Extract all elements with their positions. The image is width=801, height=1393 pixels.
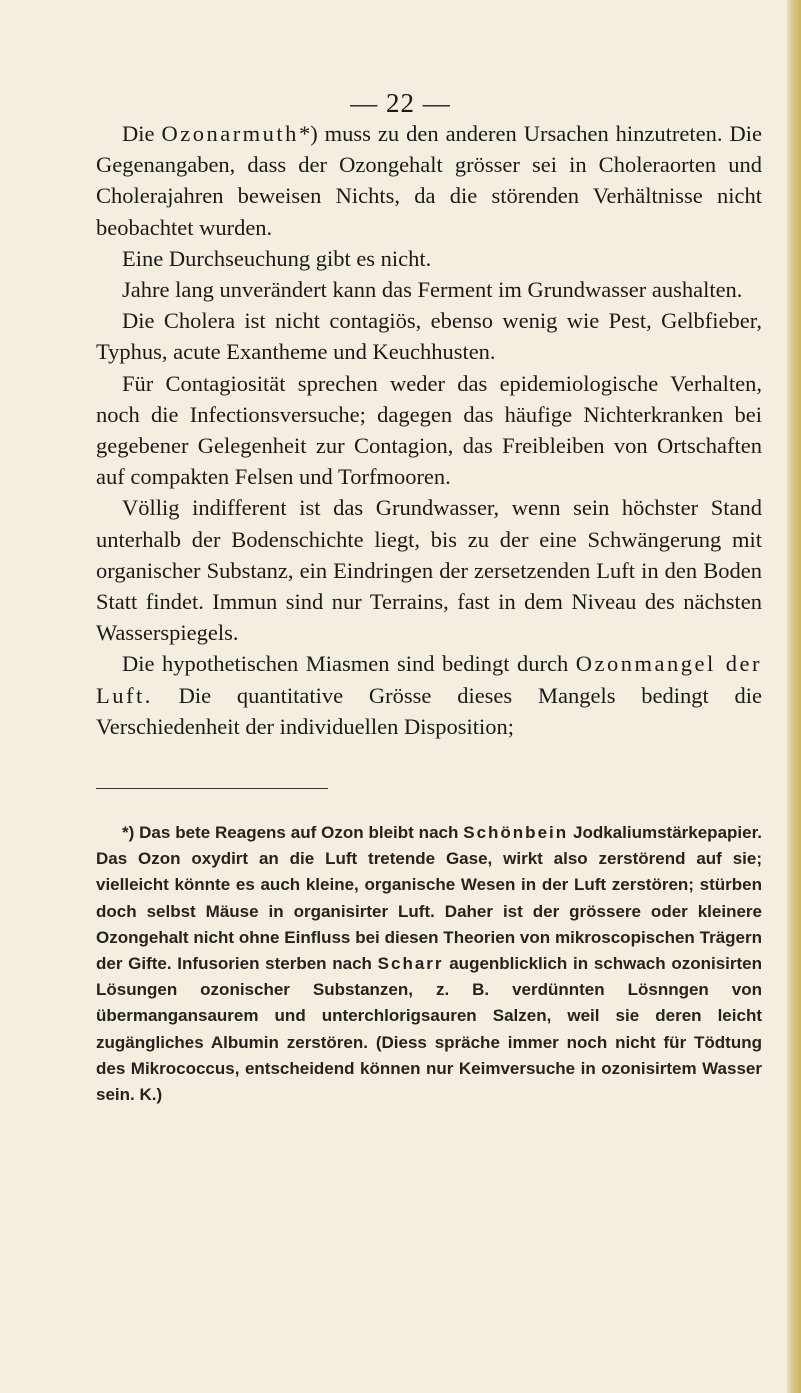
paragraph-text: Die quantitative Grösse dieses Mangels bedingt die Verschiedenheit der individuellen Disposition; [96, 682, 762, 739]
main-text [96, 118, 762, 742]
page-number: — 22 — [350, 88, 451, 118]
paragraph: Völlig indifferent ist das Grundwasser, wenn sein höchster Stand unterhalb der Bodenschichte liegt, bis zu der eine Schwängerung mit organischer Substanz, ein Eindringen der zersetzenden Luft in den Boden Statt findet. Immun sind nur Terrains, fast in dem Niveau des nächsten Wasserspiegels. [96, 495, 762, 646]
page-edge [787, 0, 801, 1393]
emphasized-term: Ozonarmuth [161, 121, 299, 146]
person-name: Schönbein [463, 823, 569, 842]
footnote [96, 820, 762, 1108]
paragraph-lead: Die [122, 121, 162, 146]
paragraph-text: Die hypothetischen Miasmen sind bedingt durch [122, 651, 576, 677]
footnote-text [96, 820, 762, 1108]
paragraph: Jahre lang unverändert kann das Ferment im Grundwasser aushalten. [122, 277, 743, 303]
paragraph: Für Contagiosität sprechen weder das epidemiologische Verhalten, noch die Infectionsversuche; dagegen das häufige Nichterkranken bei gegebener Gelegenheit zur Contagion, das Freibleiben von Ortschaften auf compakten Felsen und Torfmooren. [96, 370, 762, 490]
paragraph: Die Cholera ist nicht contagiös, ebenso wenig wie Pest, Gelbfieber, Typhus, acute Exantheme und Keuchhusten. [96, 308, 762, 365]
footnote-part: augenblicklich in schwach ozonisirten Lösungen ozonischer Substanzen, z. B. verdünnten Lösnngen von übermangansaurem und unterchlorigsauren Salzen, weil sie deren leicht zugängliches Albumin zerstören. (Diess spräche immer noch nicht für Tödtung des Mikrococcus, entscheidend können nur Keimversuche in ozonisirtem Wasser sein. K.) [96, 954, 762, 1105]
person-name: Scharr [377, 954, 444, 974]
footnote-part: *) Das bete Reagens auf Ozon bleibt nach [122, 823, 464, 842]
footnote-rule [96, 788, 328, 789]
paragraph: Eine Durchseuchung gibt es nicht. [122, 245, 432, 271]
paragraph [96, 648, 762, 742]
footnote-part: Jodkaliumstärkepapier. Das Ozon oxydirt an die Luft tretende Gase, wirkt also zerstörend auf sie; vielleicht könnte es auch kleine, organische Wesen in der Luft zerstören; stürben doch selbst Mäuse in organisirter Luft. Daher ist der grössere oder kleinere Ozongehalt nicht ohne Einfluss bei diesen Theorien von mikroscopischen Trägern der Gifte. Infusorien sterben nach [96, 823, 762, 974]
paragraph-text: *) muss zu den anderen Ursachen hinzutreten. Die Gegenangaben, dass der Ozongehalt grösser sei in Choleraorten und Cholerajahren beweisen Nichts, da die störenden Verhältnisse nicht beobachtet wurden. [96, 121, 762, 240]
emphasized-term: Ozonmangel der Luft. [96, 651, 762, 708]
paragraph [96, 118, 762, 243]
